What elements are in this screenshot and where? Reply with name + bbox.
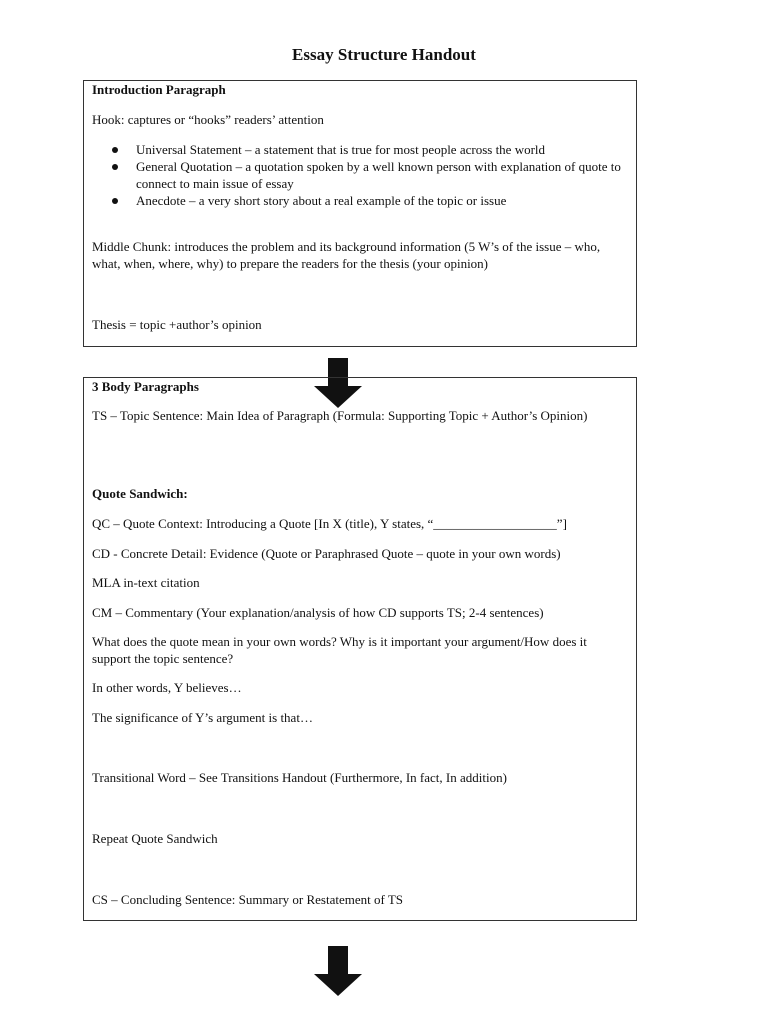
- down-arrow-icon: [314, 946, 362, 996]
- topic-sentence-text: TS – Topic Sentence: Main Idea of Paragraph (Formula: Supporting Topic + Author’s Opinion): [92, 408, 588, 423]
- intro-heading: Introduction Paragraph: [92, 82, 226, 97]
- hook-text: Hook: captures or “hooks” readers’ attention: [92, 112, 324, 127]
- bullet-icon: [112, 147, 118, 153]
- in-other-words-text: In other words, Y believes…: [92, 680, 242, 695]
- bullet-icon: [112, 198, 118, 204]
- page-title: Essay Structure Handout: [292, 45, 476, 64]
- bullet-item: General Quotation – a quotation spoken by a well known person with explanation of quote to connect to main issue of essay: [92, 158, 628, 192]
- introduction-paragraph-box: [83, 80, 637, 347]
- concluding-sentence-text: CS – Concluding Sentence: Summary or Restatement of TS: [92, 892, 404, 907]
- bullet-item: Anecdote – a very short story about a real example of the topic or issue: [92, 192, 628, 209]
- middle-chunk-text: Middle Chunk: introduces the problem and its background information (5 W’s of the issue – who, what, when, where, why) to prepare the readers for the thesis (your opinion): [92, 239, 601, 271]
- quote-sandwich-heading: Quote Sandwich:: [92, 486, 188, 501]
- quote-context-text: QC – Quote Context: Introducing a Quote [In X (title), Y states, “___________________”]: [92, 516, 567, 531]
- hook-bullet-list: [92, 141, 628, 209]
- bullet-item: Universal Statement – a statement that is true for most people across the world: [92, 141, 628, 158]
- commentary-text: CM – Commentary (Your explanation/analysis of how CD supports TS; 2-4 sentences): [92, 605, 544, 620]
- commentary-question-text: What does the quote mean in your own words? Why is it important your argument/How does it support the topic sentence?: [92, 634, 587, 666]
- body-paragraphs-box: [83, 377, 637, 921]
- body-heading: 3 Body Paragraphs: [92, 379, 199, 394]
- bullet-icon: [112, 164, 118, 170]
- transitional-word-text: Transitional Word – See Transitions Handout (Furthermore, In fact, In addition): [92, 770, 507, 785]
- thesis-text: Thesis = topic +author’s opinion: [92, 317, 262, 332]
- repeat-quote-sandwich-text: Repeat Quote Sandwich: [92, 831, 218, 846]
- mla-citation-text: MLA in-text citation: [92, 575, 200, 590]
- concrete-detail-text: CD - Concrete Detail: Evidence (Quote or Paraphrased Quote – quote in your own words): [92, 546, 561, 561]
- significance-text: The significance of Y’s argument is that…: [92, 710, 313, 725]
